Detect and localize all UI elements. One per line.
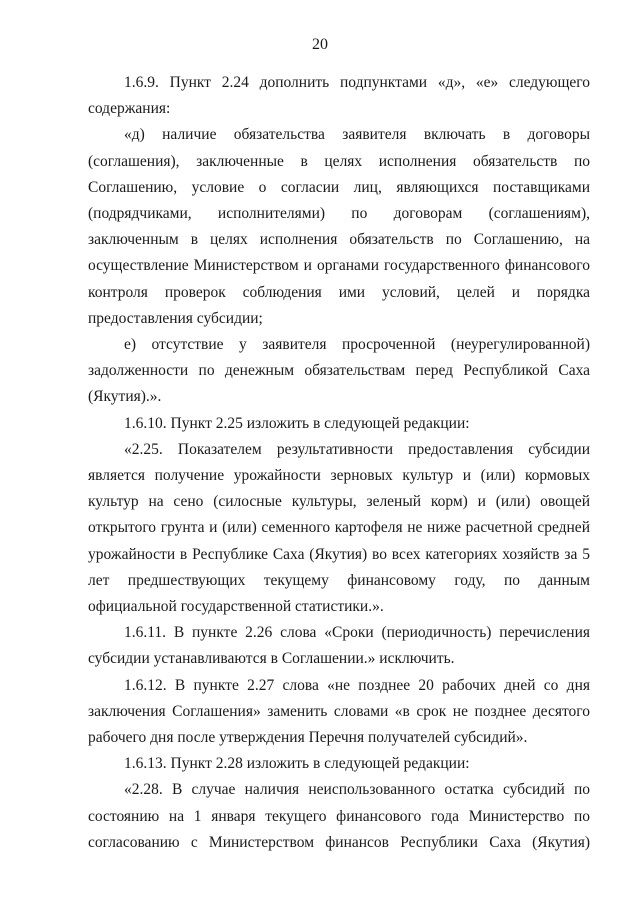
paragraph-1-6-10: 1.6.10. Пункт 2.25 изложить в следующей редакции: xyxy=(124,414,470,432)
paragraph-1-6-9: 1.6.9. Пункт 2.24 дополнить подпунктами «д», «е» следующего содержания: xyxy=(88,74,590,118)
paragraph-1-6-11: 1.6.11. В пункте 2.26 слова «Сроки (периодичность) перечисления субсидии устанавливаются в Соглашении.» исключить. xyxy=(88,624,590,668)
page-number: 20 xyxy=(312,36,328,53)
document-body xyxy=(88,70,590,856)
paragraph-1-6-12: 1.6.12. В пункте 2.27 слова «не позднее 20 рабочих дней со дня заключения Соглашения» заменить словами «в срок не позднее десятого рабочего дня после утверждения Перечня получателей субсидий». xyxy=(88,676,590,747)
subitem-d: «д) наличие обязательства заявителя включать в договоры (соглашения), заключенные в целях исполнения обязательств по Соглашению, условие о согласии лиц, являющихся поставщиками (подрядчиками, исполнителями) по договорам (соглашениям), заключенным в целях исполнения обязательств по Соглашению, на осуществление Министерством и органами государственного финансового контроля проверок соблюдения ими условий, целей и порядка предоставления субсидии; xyxy=(88,126,590,327)
clause-2-25: «2.25. Показателем результативности предоставления субсидии является получение урожайности зерновых культур и (или) кормовых культур на сено (силосные культуры, зеленый корм) и (или) овощей открытого грунта и (или) семенного картофеля не ниже расчетной средней урожайности в Республике Саха (Якутия) во всех категориях хозяйств за 5 лет предшествующих текущему финансовому году, по данным официальной государственной статистики.». xyxy=(88,440,590,616)
clause-2-28: «2.28. В случае наличия неиспользованного остатка субсидий по состоянию на 1 января текущего финансового года Министерство по согласованию с Министерством финансов Республики Саха (Якутия) xyxy=(88,781,590,851)
paragraph-1-6-13: 1.6.13. Пункт 2.28 изложить в следующей редакции: xyxy=(124,755,470,773)
subitem-e: е) отсутствие у заявителя просроченной (неурегулированной) задолженности по денежным обязательствам перед Республикой Саха (Якутия).». xyxy=(88,336,590,406)
